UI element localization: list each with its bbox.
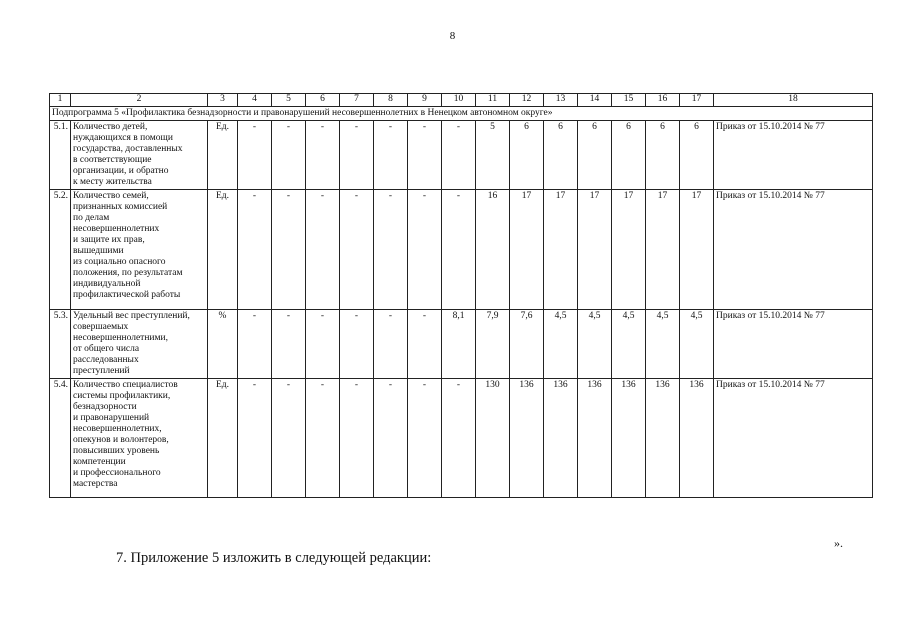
indicator-name-line: профилактической работы [73, 290, 181, 300]
value-cell: 17 [612, 190, 646, 310]
value-cell: 5 [476, 121, 510, 190]
table-row [50, 310, 873, 379]
indicator-name-line: компетенции [73, 457, 126, 467]
indicator-name-line: расследованных [73, 355, 139, 365]
value-cell: - [408, 310, 442, 379]
value-cell: - [272, 121, 306, 190]
subprogram-title: Подпрограмма 5 «Профилактика безнадзорности и правонарушений несовершеннолетних в Ненецком автономном округе» [50, 107, 873, 121]
value-cell: - [340, 310, 374, 379]
indicator-name-line: и защите их прав, [73, 235, 145, 245]
value-cell: 7,9 [476, 310, 510, 379]
value-cell: 6 [510, 121, 544, 190]
value-cell: 4,5 [612, 310, 646, 379]
header-cell: 7 [340, 94, 374, 107]
value-cell: - [238, 379, 272, 498]
value-cell: - [272, 310, 306, 379]
value-cell: 16 [476, 190, 510, 310]
order-reference: Приказ от 15.10.2014 № 77 [714, 379, 873, 498]
header-cell: 15 [612, 94, 646, 107]
value-cell: 17 [544, 190, 578, 310]
indicator-name-line: от общего числа [73, 344, 140, 354]
header-cell: 16 [646, 94, 680, 107]
indicator-name-line: Количество специалистов [73, 380, 178, 390]
row-index: 5.4. [50, 379, 71, 498]
unit-cell: % [208, 310, 238, 379]
row-index: 5.3. [50, 310, 71, 379]
value-cell: 136 [544, 379, 578, 498]
item-7-text: 7. Приложение 5 изложить в следующей редакции: [116, 550, 432, 566]
indicator-name-line: Количество детей, [73, 122, 148, 132]
value-cell: 136 [612, 379, 646, 498]
value-cell: - [408, 379, 442, 498]
indicator-name-line: признанных комиссией [73, 202, 168, 212]
value-cell: 136 [680, 379, 714, 498]
value-cell: - [374, 379, 408, 498]
value-cell: 4,5 [680, 310, 714, 379]
header-cell: 17 [680, 94, 714, 107]
indicators-table [49, 93, 873, 498]
indicator-name [71, 121, 208, 190]
order-reference: Приказ от 15.10.2014 № 77 [714, 190, 873, 310]
row-index: 5.1. [50, 121, 71, 190]
table-row [50, 190, 873, 310]
indicator-name-line: опекунов и волонтеров, [73, 435, 169, 445]
indicator-name-line: несовершеннолетними, [73, 333, 168, 343]
value-cell: - [272, 379, 306, 498]
value-cell: 6 [646, 121, 680, 190]
unit-cell: Ед. [208, 379, 238, 498]
indicator-name-line: индивидуальной [73, 279, 141, 289]
indicator-name-line: государства, доставленных [73, 144, 183, 154]
value-cell: 6 [544, 121, 578, 190]
value-cell: - [306, 310, 340, 379]
indicator-name-line: безнадзорности [73, 402, 137, 412]
value-cell: - [306, 190, 340, 310]
table-row [50, 121, 873, 190]
value-cell: 17 [680, 190, 714, 310]
value-cell: - [408, 190, 442, 310]
page-number: 8 [449, 30, 456, 42]
table-row [50, 379, 873, 498]
value-cell: - [408, 121, 442, 190]
header-cell: 14 [578, 94, 612, 107]
unit-cell: Ед. [208, 190, 238, 310]
value-cell: - [374, 310, 408, 379]
value-cell: 17 [510, 190, 544, 310]
indicator-name-line: Удельный вес преступлений, [73, 311, 190, 321]
value-cell: 6 [578, 121, 612, 190]
value-cell: 4,5 [578, 310, 612, 379]
header-cell: 12 [510, 94, 544, 107]
indicator-name-line: и правонарушений [73, 413, 150, 423]
row-index: 5.2. [50, 190, 71, 310]
value-cell: 7,6 [510, 310, 544, 379]
closing-quote-mark: ». [834, 536, 843, 550]
indicator-name-line: повысивших уровень [73, 446, 160, 456]
value-cell: 136 [646, 379, 680, 498]
value-cell: - [306, 379, 340, 498]
value-cell: - [442, 379, 476, 498]
indicator-name-line: системы профилактики, [73, 391, 171, 401]
indicator-name-line: мастерства [73, 479, 118, 489]
value-cell: - [374, 121, 408, 190]
value-cell: - [374, 190, 408, 310]
indicator-name-line: и профессионального [73, 468, 161, 478]
header-cell: 13 [544, 94, 578, 107]
value-cell: 4,5 [646, 310, 680, 379]
header-cell: 1 [50, 94, 71, 107]
indicator-name [71, 379, 208, 498]
header-cell: 9 [408, 94, 442, 107]
header-cell: 18 [714, 94, 873, 107]
unit-cell: Ед. [208, 121, 238, 190]
value-cell: 136 [578, 379, 612, 498]
indicator-name-line: в соответствующие [73, 155, 152, 165]
header-cell: 8 [374, 94, 408, 107]
header-cell: 11 [476, 94, 510, 107]
value-cell: - [442, 121, 476, 190]
value-cell: - [306, 121, 340, 190]
value-cell: - [238, 121, 272, 190]
value-cell: - [238, 190, 272, 310]
indicator-name-line: из социально опасного [73, 257, 166, 267]
indicator-name-line: по делам [73, 213, 110, 223]
value-cell: 4,5 [544, 310, 578, 379]
header-cell: 2 [71, 94, 208, 107]
indicator-name-line: преступлений [73, 366, 130, 376]
value-cell: - [272, 190, 306, 310]
value-cell: - [340, 379, 374, 498]
value-cell: 17 [646, 190, 680, 310]
header-cell: 4 [238, 94, 272, 107]
value-cell: 17 [578, 190, 612, 310]
header-cell: 10 [442, 94, 476, 107]
value-cell: 130 [476, 379, 510, 498]
indicator-name-line: Количество семей, [73, 191, 149, 201]
indicator-name-line: организации, и обратно [73, 166, 169, 176]
subprogram-row [50, 107, 873, 121]
order-reference: Приказ от 15.10.2014 № 77 [714, 121, 873, 190]
value-cell: - [340, 190, 374, 310]
header-cell: 3 [208, 94, 238, 107]
header-row [50, 94, 873, 107]
header-cell: 5 [272, 94, 306, 107]
value-cell: 136 [510, 379, 544, 498]
indicator-name-line: нуждающихся в помощи [73, 133, 173, 143]
indicator-name-line: несовершеннолетних, [73, 424, 162, 434]
value-cell: - [238, 310, 272, 379]
value-cell: - [442, 190, 476, 310]
value-cell: 6 [680, 121, 714, 190]
value-cell: 8,1 [442, 310, 476, 379]
indicator-name-line: вышедшими [73, 246, 124, 256]
value-cell: - [340, 121, 374, 190]
indicator-name [71, 310, 208, 379]
order-reference: Приказ от 15.10.2014 № 77 [714, 310, 873, 379]
indicator-name-line: совершаемых [73, 322, 129, 332]
header-cell: 6 [306, 94, 340, 107]
value-cell: 6 [612, 121, 646, 190]
indicator-name [71, 190, 208, 310]
indicator-name-line: к месту жительства [73, 177, 152, 187]
indicator-name-line: несовершеннолетних [73, 224, 160, 234]
indicator-name-line: положения, по результатам [73, 268, 183, 278]
